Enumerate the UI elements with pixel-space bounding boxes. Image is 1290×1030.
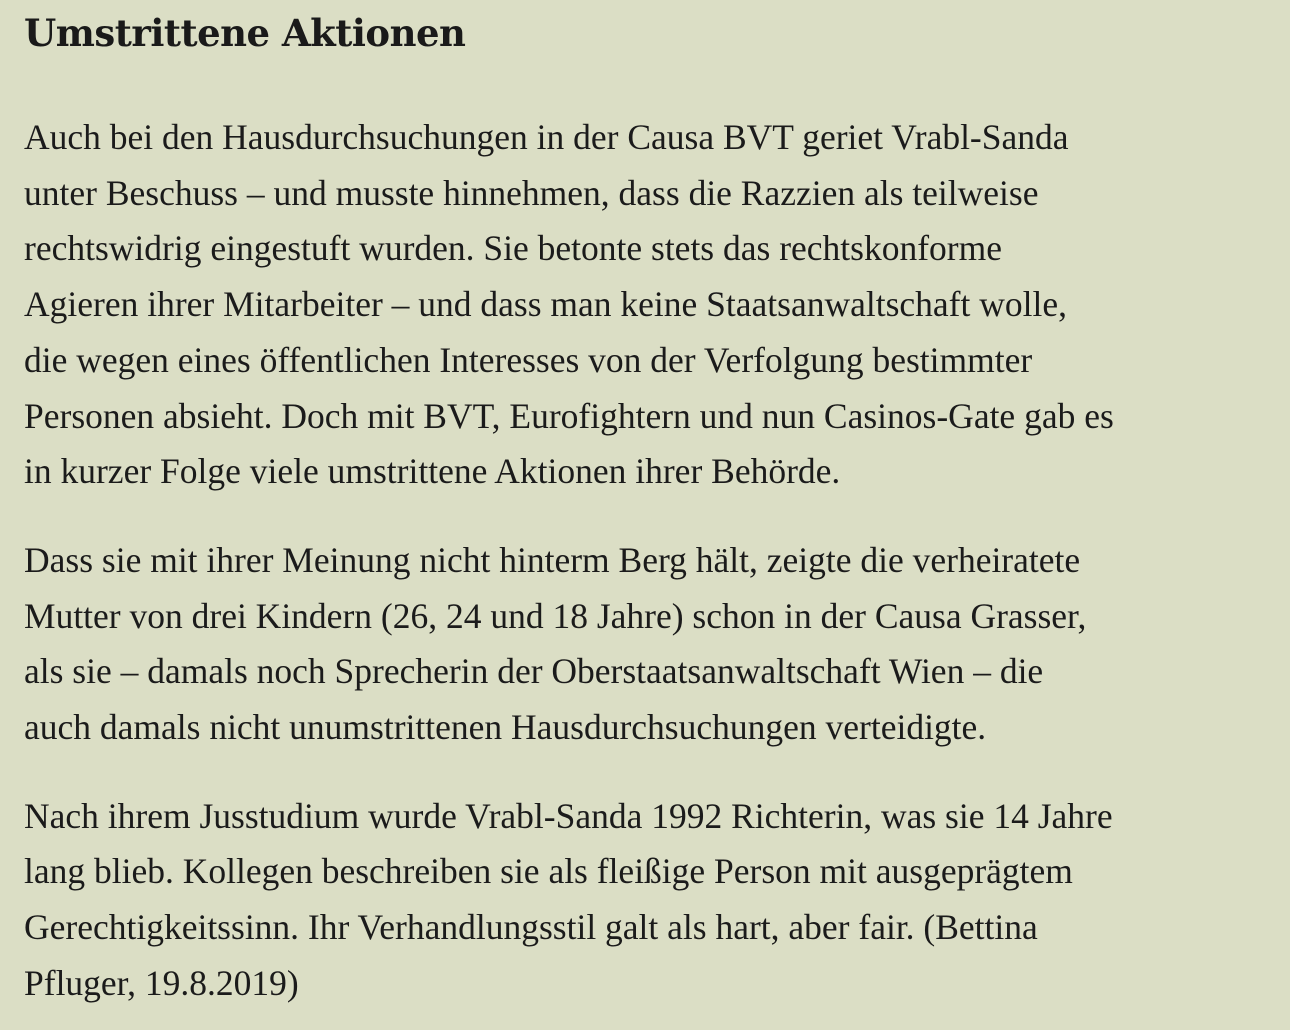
paragraph-line: auch damals nicht unumstrittenen Hausdurchsuchungen verteidigte. xyxy=(24,707,987,748)
paragraph-line: Mutter von drei Kindern (26, 24 und 18 Jahre) schon in der Causa Grasser, xyxy=(24,595,1087,636)
paragraph-line: Gerechtigkeitssinn. Ihr Verhandlungsstil galt als hart, aber fair. (Bettina xyxy=(24,907,1038,948)
section-heading: Umstrittene Aktionen xyxy=(24,11,466,55)
paragraph-line: in kurzer Folge viele umstrittene Aktionen ihrer Behörde. xyxy=(24,451,841,492)
paragraph-line: die wegen eines öffentlichen Interesses von der Verfolgung bestimmter xyxy=(24,339,1033,380)
paragraph-line: lang blieb. Kollegen beschreiben sie als fleißige Person mit ausgeprägtem xyxy=(24,851,1073,892)
paragraph-line: Auch bei den Hausdurchsuchungen in der Causa BVT geriet Vrabl-Sanda xyxy=(24,117,1069,157)
paragraph-line: Personen absieht. Doch mit BVT, Eurofightern und nun Casinos-Gate gab es xyxy=(24,395,1114,436)
paragraph-line: Pfluger, 19.8.2019) xyxy=(24,962,299,1003)
article-paragraph-1 xyxy=(24,110,1266,500)
article-paragraph-2 xyxy=(24,533,1266,756)
article-paragraph-3 xyxy=(24,789,1266,1012)
paragraph-line: Dass sie mit ihrer Meinung nicht hinterm Berg hält, zeigte die verheiratete xyxy=(24,539,1081,580)
paragraph-line: Nach ihrem Jusstudium wurde Vrabl-Sanda 1992 Richterin, was sie 14 Jahre xyxy=(24,795,1113,836)
paragraph-line: Agieren ihrer Mitarbeiter – und dass man keine Staatsanwaltschaft wolle, xyxy=(24,284,1067,325)
paragraph-line: rechtswidrig eingestuft wurden. Sie betonte stets das rechtskonforme xyxy=(24,228,1002,269)
paragraph-line: als sie – damals noch Sprecherin der Oberstaatsanwaltschaft Wien – die xyxy=(24,651,1044,692)
paragraph-line: unter Beschuss – und musste hinnehmen, dass die Razzien als teilweise xyxy=(24,172,1039,213)
